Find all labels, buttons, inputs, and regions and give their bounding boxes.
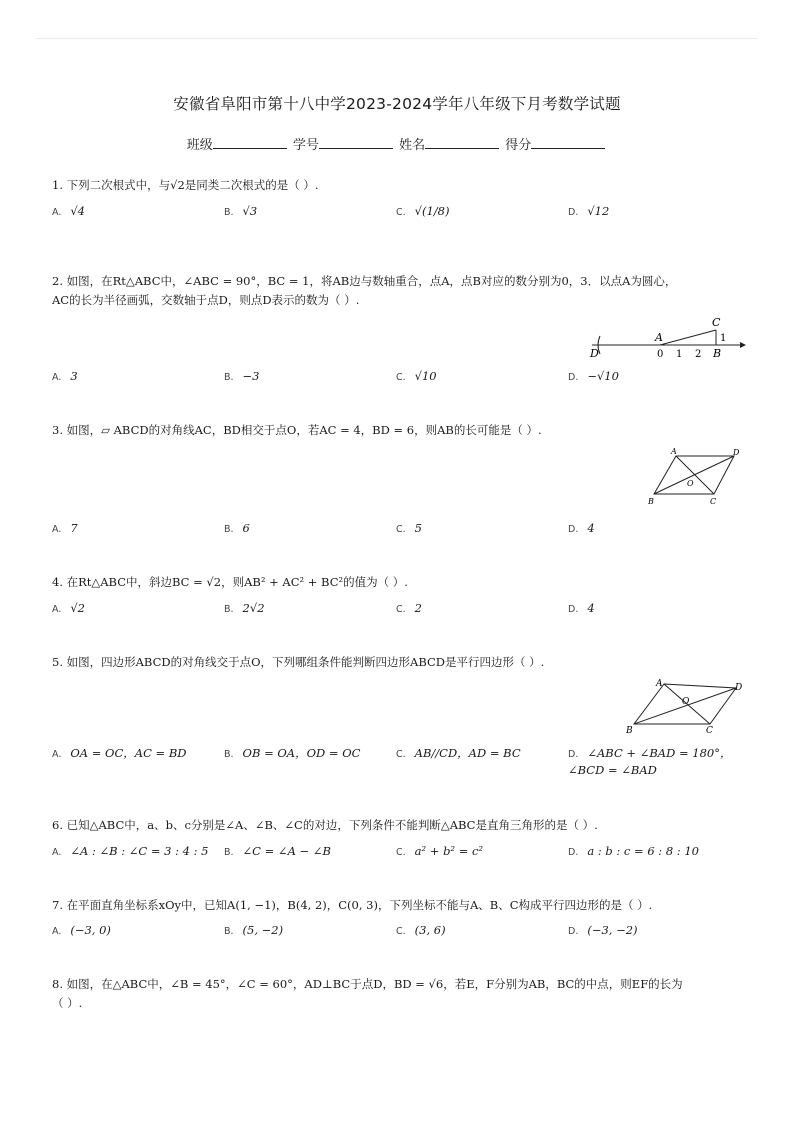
q1-option-a[interactable]: A. √4: [52, 204, 86, 218]
name-blank[interactable]: [425, 136, 499, 149]
name-field[interactable]: [399, 134, 501, 153]
tick-label-2: 2: [695, 349, 702, 360]
q4-option-b[interactable]: B. 2√2: [224, 601, 265, 615]
q5-option-d-line2: ∠BCD = ∠BAD: [568, 763, 657, 777]
question-5-text: 5. 如图，四边形ABCD的对角线交于点O，下列哪组条件能判断四边形ABCD是平行四边形（ ）.: [52, 655, 545, 669]
tick-label-1: 1: [676, 349, 683, 360]
page-title: 安徽省阜阳市第十八中学2023-2024学年八年级下月考数学试题: [173, 95, 621, 113]
label-b: B: [626, 726, 633, 736]
label-d: D: [735, 683, 743, 693]
score-label: 得分: [505, 138, 532, 153]
q7-option-a[interactable]: A. (−3, 0): [52, 923, 111, 937]
label-b: B: [713, 347, 722, 360]
question-7: [52, 896, 742, 915]
question-2-text-line2: AC的长为半径画弧，交数轴于点D，则点D表示的数为（ ）.: [52, 293, 360, 307]
question-8-text-line2: （ ）.: [52, 996, 83, 1010]
label-c: C: [712, 316, 721, 329]
segment-ac: [660, 330, 716, 345]
question-2-text: 2. 如图，在Rt△ABC中，∠ABC = 90°，BC = 1，将AB边与数轴重合，点A，点B对应的数分别为0，3．以点A为圆心，: [52, 274, 677, 288]
q3-parallelogram-figure: [644, 446, 746, 508]
q4-option-a[interactable]: A. √2: [52, 601, 86, 615]
label-d: D: [733, 448, 740, 457]
question-8-text: 8. 如图，在△ABC中，∠B = 45°，∠C = 60°，AD⊥BC于点D，BD = √6，若E，F分别为AB，BC的中点，则EF的长为: [52, 977, 683, 991]
student-id-blank[interactable]: [319, 136, 393, 149]
q4-option-c[interactable]: C. 2: [396, 601, 422, 615]
label-o: O: [687, 479, 694, 488]
q5-option-d[interactable]: D. ∠ABC + ∠BAD = 180°， ∠BCD = ∠BAD: [568, 746, 732, 777]
class-field[interactable]: [187, 134, 289, 153]
question-3-text: 3. 如图，▱ ABCD的对角线AC，BD相交于点O，若AC = 4，BD = 6，则AB的长可能是（ ）.: [52, 423, 542, 437]
label-a: A: [671, 447, 677, 456]
question-4: [52, 573, 742, 592]
q7-option-c[interactable]: C. (3, 6): [396, 923, 446, 937]
student-id-label: 学号: [292, 138, 319, 153]
name-label: 姓名: [399, 138, 426, 153]
question-6: [52, 816, 742, 835]
q2-option-d[interactable]: D. −√10: [568, 369, 619, 383]
q2-option-b[interactable]: B. −3: [224, 369, 260, 383]
tick-label-0: 0: [657, 349, 664, 360]
q6-option-b[interactable]: B. ∠C = ∠A − ∠B: [224, 844, 331, 858]
question-4-text: 4. 在Rt△ABC中，斜边BC = √2，则AB² + AC² + BC²的值为（ ）.: [52, 575, 408, 589]
header-rule: [36, 38, 758, 39]
q1-option-b[interactable]: B. √3: [224, 204, 258, 218]
question-5: [52, 653, 742, 672]
q1-option-d[interactable]: D. √12: [568, 204, 610, 218]
q3-option-a[interactable]: A. 7: [52, 521, 78, 535]
label-d: D: [590, 347, 599, 360]
q4-option-d[interactable]: D. 4: [568, 601, 595, 615]
q3-option-b[interactable]: B. 6: [224, 521, 250, 535]
q2-option-a[interactable]: A. 3: [52, 369, 78, 383]
q5-option-b[interactable]: B. OB = OA，OD = OC: [224, 746, 361, 760]
question-1-text: 1. 下列二次根式中，与√2是同类二次根式的是（ ）.: [52, 178, 319, 192]
q6-option-a[interactable]: A. ∠A : ∠B : ∠C = 3 : 4 : 5: [52, 844, 209, 858]
question-6-text: 6. 已知△ABC中，a、b、c分别是∠A、∠B、∠C的对边，下列条件不能判断△ABC是直角三角形的是（ ）.: [52, 818, 598, 832]
q2-number-line-figure: [586, 314, 746, 362]
q5-option-c[interactable]: C. AB//CD，AD = BC: [396, 746, 521, 760]
q7-option-b[interactable]: B. (5, −2): [224, 923, 284, 937]
student-id-field[interactable]: [293, 134, 395, 153]
axis-arrow-icon: [740, 342, 746, 348]
q7-option-d[interactable]: D. (−3, −2): [568, 923, 638, 937]
label-a: A: [656, 679, 663, 689]
q2-option-c[interactable]: C. √10: [396, 369, 437, 383]
q1-option-c[interactable]: C. √(1/8): [396, 204, 450, 218]
question-3: [52, 421, 742, 440]
q3-option-d[interactable]: D. 4: [568, 521, 595, 535]
label-c: C: [710, 497, 717, 506]
q6-option-d[interactable]: D. a : b : c = 6 : 8 : 10: [568, 844, 699, 858]
class-label: 班级: [186, 138, 213, 153]
label-a: A: [655, 331, 663, 344]
score-blank[interactable]: [531, 136, 605, 149]
class-blank[interactable]: [213, 136, 287, 149]
q3-option-c[interactable]: C. 5: [396, 521, 422, 535]
label-b: B: [648, 497, 654, 506]
question-7-text: 7. 在平面直角坐标系xOy中，已知A(1, −1)，B(4, 2)，C(0, 3)，下列坐标不能与A、B、C构成平行四边形的是（ ）.: [52, 898, 653, 912]
student-info-fields: [0, 134, 794, 153]
diagonal-bd: [654, 456, 734, 494]
label-o: O: [682, 697, 690, 707]
q5-quadrilateral-figure: [620, 676, 746, 736]
question-1: [52, 176, 742, 195]
label-bc-length: 1: [720, 333, 727, 344]
question-2: [52, 272, 742, 310]
score-field[interactable]: [505, 134, 607, 153]
question-8: [52, 975, 742, 1013]
label-c: C: [706, 726, 713, 736]
q5-option-a[interactable]: A. OA = OC，AC = BD: [52, 746, 187, 760]
q6-option-c[interactable]: C. a² + b² = c²: [396, 844, 484, 858]
